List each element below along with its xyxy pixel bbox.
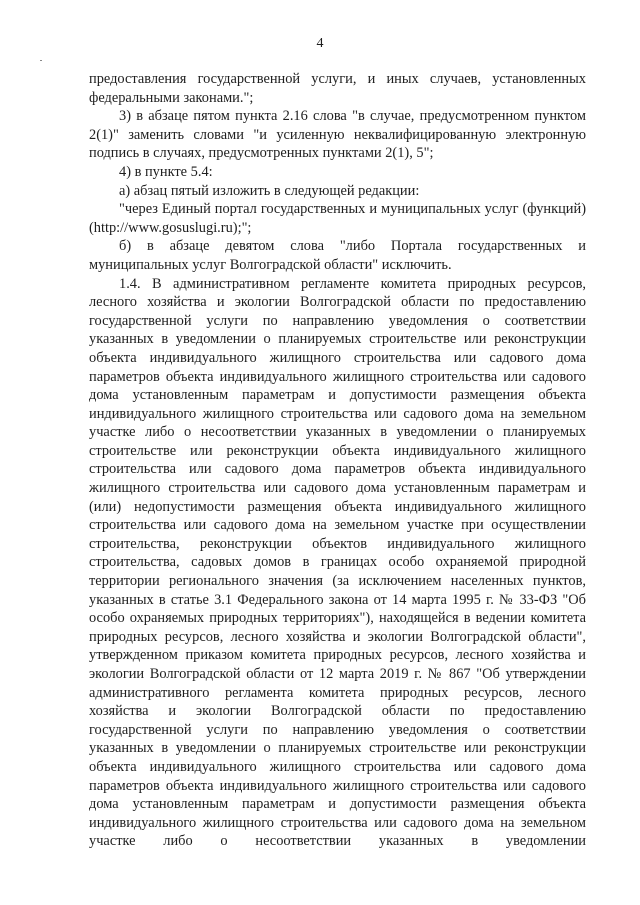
paragraph-item-4: 4) в пункте 5.4: (119, 163, 213, 180)
paragraph-subitem-a: а) абзац пятый изложить в следующей редакции: (119, 182, 420, 199)
document-body (89, 70, 586, 851)
paragraph-continuation: предоставления государственной услуги, и иных случаев, установленных федеральными законами."; (89, 71, 586, 106)
scan-artifact (40, 60, 42, 61)
page-number: 4 (316, 36, 324, 51)
paragraph-subitem-b: б) в абзаце девятом слова "либо Портала государственных и муниципальных услуг Волгоградской области" исключить. (89, 238, 586, 273)
paragraph-section-1-4: 1.4. В административном регламенте комитета природных ресурсов, лесного хозяйства и экологии Волгоградской области по предоставлению государственной услуги по направлению уведомления о соответствии указанных в уведомлении о планируемых строительстве или реконструкции объекта индивидуального жилищного строительства или садового дома параметров объекта индивидуального жилищного строительства или садового дома установленным параметрам и допустимости размещения объекта индивидуального жилищного строительства или садового дома на земельном участке либо о несоответствии указанных в уведомлении о планируемых строительстве или реконструкции объекта индивидуального жилищного строительства или садового дома параметров объекта индивидуального жилищного строительства или садового дома установленным параметрам и (или) недопустимости размещения объекта индивидуального жилищного строительства или садового дома на земельном участке при осуществлении строительства, реконструкции объектов индивидуального жилищного строительства, садовых домов в границах особо охраняемой природной территории регионального значения (за исключением населенных пунктов, указанных в статье 3.1 Федерального закона от 14 марта 1995 г. № 33-ФЗ "Об особо охраняемых природных территориях"), находящейся в ведении комитета природных ресурсов, лесного хозяйства и экологии Волгоградской области", утвержденном приказом комитета природных ресурсов, лесного хозяйства и экологии Волгоградской области от 12 марта 2019 г. № 867 "Об утверждении административного регламента комитета природных ресурсов, лесного хозяйства и экологии Волгоградской области по предоставлению государственной услуги по направлению уведомления о соответствии указанных в уведомлении о планируемых строительстве или реконструкции объекта индивидуального жилищного строительства или садового дома параметров объекта индивидуального жилищного строительства или садового дома установленным параметрам и допустимости размещения объекта индивидуального жилищного строительства или садового дома на земельном участке либо о несоответствии указанных в уведомлении (89, 275, 586, 850)
paragraph-item-3: 3) в абзаце пятом пункта 2.16 слова "в случае, предусмотренном пунктом 2(1)" заменить словами "и усиленную неквалифицированную электронную подпись в случаях, предусмотренных пунктами 2(1), 5"; (89, 108, 586, 162)
paragraph-quote-gosuslugi: "через Единый портал государственных и муниципальных услуг (функций) (http://www.gosuslugi.ru);"; (89, 201, 586, 236)
